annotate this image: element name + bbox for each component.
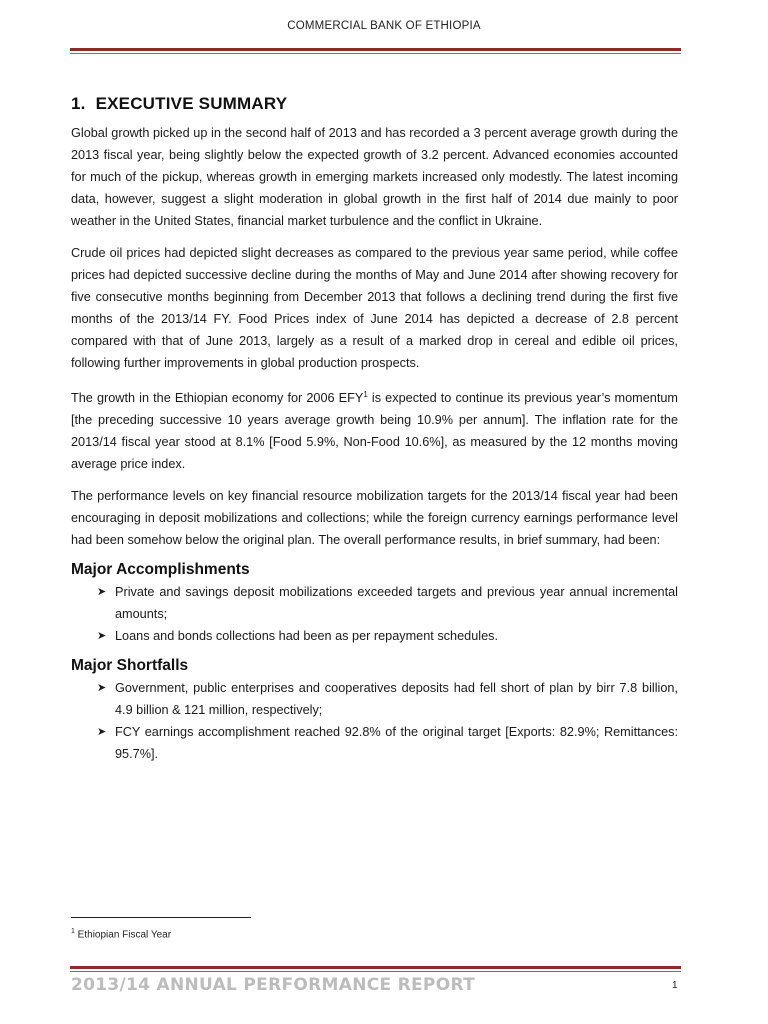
footnote <box>71 928 171 940</box>
section-title: EXECUTIVE SUMMARY <box>95 94 288 113</box>
list-item-text: Loans and bonds collections had been as per repayment schedules. <box>115 629 498 644</box>
list-item-text: Government, public enterprises and cooperatives deposits had fell short of plan by birr 7.8 billion, 4.9 billion & 121 million, respectively; <box>115 681 678 718</box>
paragraph-text: The growth in the Ethiopian economy for 2006 EFY <box>71 391 364 406</box>
list-item-text: FCY earnings accomplishment reached 92.8% of the original target [Exports: 82.9%; Remittances: 95.7%]. <box>115 725 678 762</box>
shortfalls-heading: Major Shortfalls <box>71 657 189 675</box>
paragraph-global-growth: Global growth picked up in the second half of 2013 and has recorded a 3 percent average growth during the 2013 fiscal year, being slightly below the expected growth of 3.2 percent. Advanced economies accounted for much of the pickup, whereas growth in emerging markets increased only modestly. The latest incoming data, however, suggest a slight moderation in global growth in the first half of 2014 due mainly to poor weather in the United States, financial market turbulence and the conflict in Ukraine. <box>71 126 678 228</box>
list-item <box>71 581 678 625</box>
arrowhead-right-icon: ➤ <box>97 726 107 739</box>
list-item <box>71 677 678 721</box>
arrowhead-right-icon: ➤ <box>97 630 107 643</box>
section-number: 1. <box>71 94 86 113</box>
footnote-mark: 1 <box>71 928 75 935</box>
page-body <box>71 94 678 769</box>
paragraph-commodity-prices: Crude oil prices had depicted slight decreases as compared to the previous year same period, while coffee prices had depicted successive decline during the months of May and June 2014 after showing recovery for five consecutive months beginning from December 2013 that follows a declining trend during the first five months of the 2013/14 FY. Food Prices index of June 2014 has depicted a decrease of 2.8 percent compared with that of June 2013, largely as a result of a marked drop in cereal and edible oil prices, following further improvements in global production prospects. <box>71 246 678 370</box>
section-heading <box>71 94 678 114</box>
paragraph-text: is expected to continue its previous year’s momentum [the preceding successive 10 years average growth being 10.9% per annum]. The inflation rate for the 2013/14 fiscal year stood at 8.1% [Food 5.9%, Non-Food 10.6%], as measured by the 12 months moving average price index. <box>71 391 679 472</box>
accomplishments-list <box>71 581 678 647</box>
footnote-reference[interactable]: 1 <box>363 390 368 399</box>
shortfalls-list <box>71 677 678 765</box>
footnote-text: Ethiopian Fiscal Year <box>74 929 172 941</box>
paragraph-ethiopian-economy <box>71 384 678 475</box>
list-item-text: Private and savings deposit mobilizations exceeded targets and previous year annual incremental amounts; <box>115 585 678 622</box>
paragraph-performance-levels: The performance levels on key financial resource mobilization targets for the 2013/14 fiscal year had been encouraging in deposit mobilizations and collections; while the foreign currency earnings performance level had been somehow below the original plan. The overall performance results, in brief summary, had been: <box>71 489 678 548</box>
list-item <box>71 721 678 765</box>
header-rule <box>70 48 681 54</box>
footer-rule <box>70 966 681 972</box>
arrowhead-right-icon: ➤ <box>97 586 107 599</box>
arrowhead-right-icon: ➤ <box>97 682 107 695</box>
accomplishments-heading: Major Accomplishments <box>71 561 250 579</box>
list-item <box>71 625 678 647</box>
page-number: 1 <box>672 980 678 991</box>
footnote-divider <box>71 917 251 918</box>
footer-report-title: 2013/14 ANNUAL PERFORMANCE REPORT <box>71 975 475 995</box>
running-header: COMMERCIAL BANK OF ETHIOPIA <box>287 20 481 32</box>
